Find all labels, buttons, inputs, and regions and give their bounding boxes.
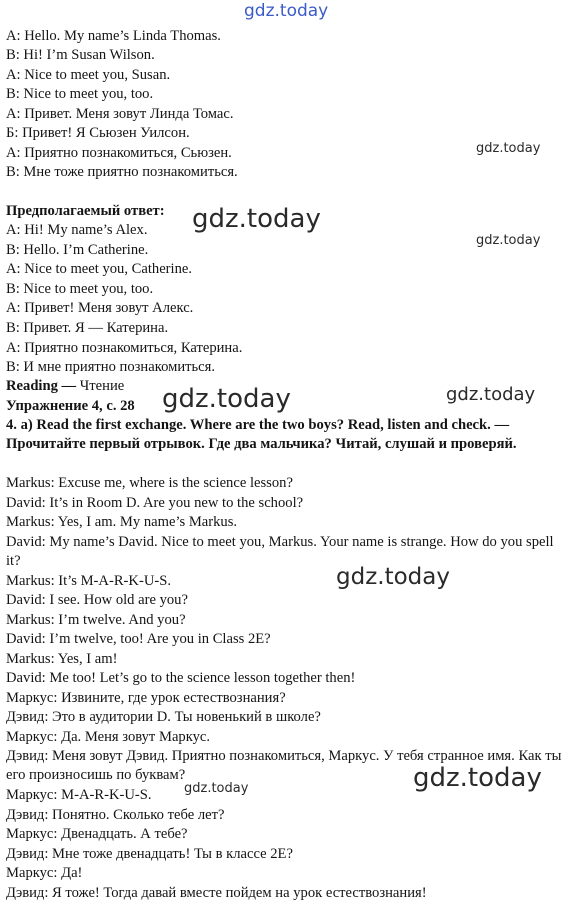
dialog3-line: David: I’m twelve, too! Are you in Class 2E? xyxy=(6,631,271,647)
dialog3-line: Маркус: Да. Меня зовут Маркус. xyxy=(6,729,211,745)
dialog2-line: В: И мне приятно познакомиться. xyxy=(6,359,216,375)
dialog3-line: Markus: Excuse me, where is the science lesson? xyxy=(6,475,293,491)
watermark: gdz.today xyxy=(446,384,536,405)
dialog3-line: Markus: I’m twelve. And you? xyxy=(6,612,186,628)
section-reading-ru: Чтение xyxy=(76,378,125,394)
exercise-heading: Упражнение 4, с. 28 xyxy=(6,398,135,414)
section-reading-en: Reading — xyxy=(6,378,77,394)
dialog3-line: David: I see. How old are you? xyxy=(6,592,188,608)
answer-heading: Предполагаемый ответ: xyxy=(6,203,165,219)
watermark: gdz.today xyxy=(184,781,249,796)
dialog3-line: Markus: Yes, I am. My name’s Markus. xyxy=(6,514,238,530)
dialog3-line: David: My name’s David. Nice to meet you, Markus. Your name is strange. How do you spell it? xyxy=(6,534,554,569)
dialog2-line: B: Hello. I’m Catherine. xyxy=(6,242,149,258)
dialog1-line: A: Nice to meet you, Susan. xyxy=(6,67,171,83)
dialog1-line: A: Hello. My name’s Linda Thomas. xyxy=(6,28,221,44)
watermark: gdz.today xyxy=(413,763,542,793)
dialog2-line: A: Nice to meet you, Catherine. xyxy=(6,261,193,277)
dialog3-line: Дэвид: Это в аудитории D. Ты новенький в школе? xyxy=(6,709,321,725)
dialog3-line: Маркус: Да! xyxy=(6,865,83,881)
dialog3-line: Markus: Yes, I am! xyxy=(6,651,118,667)
watermark: gdz.today xyxy=(192,204,321,234)
watermark: gdz.today xyxy=(336,564,450,590)
watermark: gdz.today xyxy=(476,141,541,156)
watermark-top: gdz.today xyxy=(244,1,329,21)
dialog3-line: Маркус: М-А-R-K-U-S. xyxy=(6,787,152,803)
dialog2-line: А: Привет! Меня зовут Алекс. xyxy=(6,300,194,316)
dialog3-line: Дэвид: Понятно. Сколько тебе лет? xyxy=(6,807,225,823)
dialog3-line: Дэвид: Мне тоже двенадцать! Ты в классе 2Е? xyxy=(6,846,293,862)
dialog3-line: Markus: It’s M-A-R-K-U-S. xyxy=(6,573,171,589)
dialog3-line: Дэвид: Я тоже! Тогда давай вместе пойдем на урок естествознания! xyxy=(6,885,427,901)
dialog2-line: B: Nice to meet you, too. xyxy=(6,281,154,297)
dialog3-line: David: It’s in Room D. Are you new to the school? xyxy=(6,495,304,511)
watermark: gdz.today xyxy=(476,233,541,248)
dialog1-line: В: Мне тоже приятно познакомиться. xyxy=(6,164,238,180)
dialog2-line: А: Приятно познакомиться, Катерина. xyxy=(6,340,243,356)
watermark: gdz.today xyxy=(162,384,291,414)
dialog1-line: B: Hi! I’m Susan Wilson. xyxy=(6,47,155,63)
dialog1-line: А: Привет. Меня зовут Линда Томас. xyxy=(6,106,234,122)
task-text: 4. a) Read the first exchange. Where are the two boys? Read, listen and check. — Прочитайте первый отрывок. Где два мальчика? Читай, слушай и проверяй. xyxy=(6,417,517,452)
dialog1-line: B: Nice to meet you, too. xyxy=(6,86,154,102)
dialog3-line: Дэвид: Меня зовут Дэвид. Приятно познакомиться, Маркус. У тебя странное имя. Как ты его произносишь по буквам? xyxy=(6,748,562,783)
dialog2-line: A: Hi! My name’s Alex. xyxy=(6,222,148,238)
dialog3-line: Маркус: Двенадцать. А тебе? xyxy=(6,826,188,842)
dialog2-line: В: Привет. Я — Катерина. xyxy=(6,320,169,336)
dialog3-line: David: Me too! Let’s go to the science lesson together then! xyxy=(6,670,356,686)
dialog1-line: А: Приятно познакомиться, Сьюзен. xyxy=(6,145,232,161)
dialog1-line: Б: Привет! Я Сьюзен Уилсон. xyxy=(6,125,190,141)
dialog3-line: Маркус: Извините, где урок естествознания? xyxy=(6,690,286,706)
